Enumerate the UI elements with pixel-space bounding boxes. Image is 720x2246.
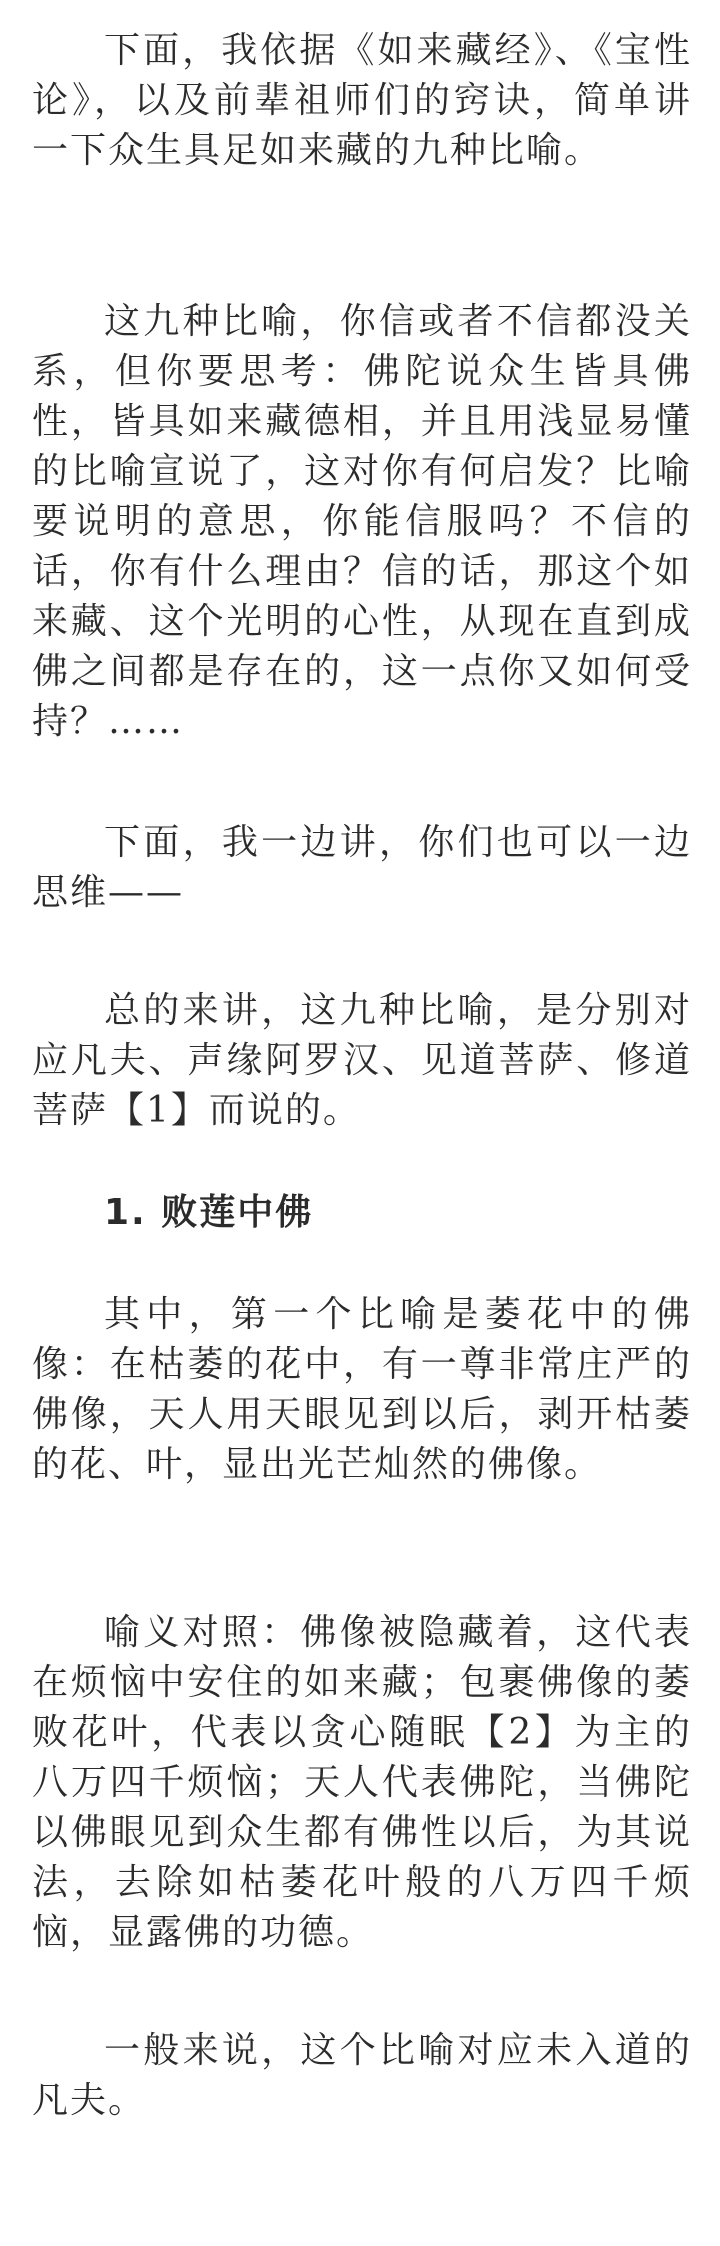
transition-paragraph: 下面，我一边讲，你们也可以一边思维——: [32, 822, 692, 913]
intro-paragraph: 下面，我依据《如来藏经》、《宝性论》，以及前辈祖师们的窍诀，简单讲一下众生具足如来藏的九种比喻。: [32, 30, 692, 171]
reflection-paragraph: 这九种比喻，你信或者不信都没关系，但你要思考：佛陀说众生皆具佛性，皆具如来藏德相，并且用浅显易懂的比喻宣说了，这对你有何启发？比喻要说明的意思，你能信服吗？不信的话，你有什么理由？信的话，那这个如来藏、这个光明的心性，从现在直到成佛之间都是存在的，这一点你又如何受持？……: [32, 301, 692, 742]
summary-paragraph: 总的来讲，这九种比喻，是分别对应凡夫、声缘阿罗汉、见道菩萨、修道菩萨【1】而说的。: [32, 990, 692, 1131]
correspondence-paragraph: 一般来说，这个比喻对应未入道的凡夫。: [32, 2030, 692, 2121]
metaphor-paragraph: 其中，第一个比喻是萎花中的佛像：在枯萎的花中，有一尊非常庄严的佛像，天人用天眼见到以后，剥开枯萎的花、叶，显出光芒灿然的佛像。: [32, 1294, 692, 1485]
section-heading: 1. 败莲中佛: [104, 1192, 314, 1233]
meaning-paragraph: 喻义对照：佛像被隐藏着，这代表在烦恼中安住的如来藏；包裹佛像的萎败花叶，代表以贪心随眠【2】为主的八万四千烦恼；天人代表佛陀，当佛陀以佛眼见到众生都有佛性以后，为其说法，去除如枯萎花叶般的八万四千烦恼，显露佛的功德。: [32, 1612, 692, 1953]
